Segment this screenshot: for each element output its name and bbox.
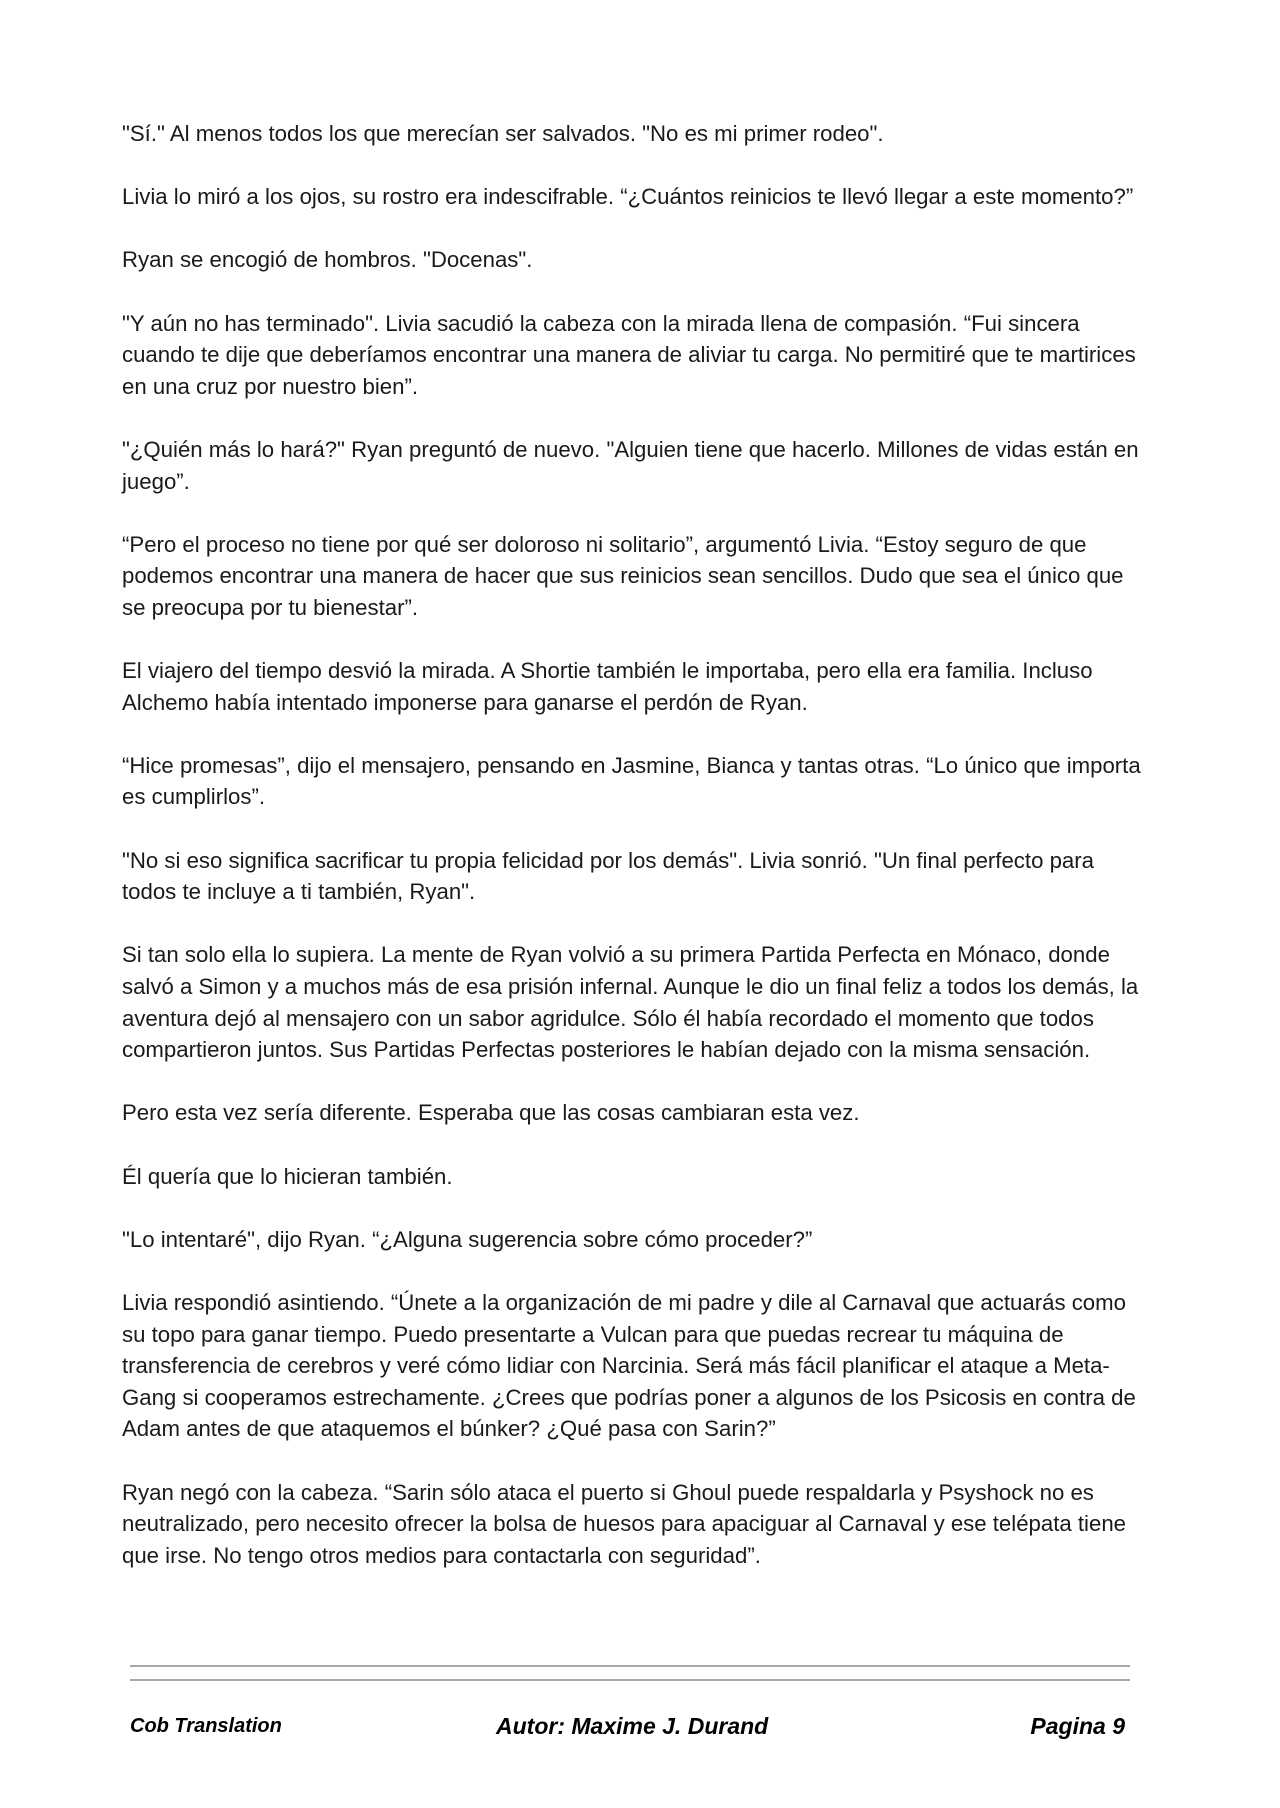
footer-divider-top (130, 1665, 1130, 1667)
body-text (122, 118, 1152, 1571)
paragraph: Si tan solo ella lo supiera. La mente de Ryan volvió a su primera Partida Perfecta en Mónaco, donde salvó a Simon y a muchos más de esa prisión infernal. Aunque le dio un final feliz a todos los demás, la aventura dejó al mensajero con un sabor agridulce. Sólo él había recordado el momento que todos compartieron juntos. Sus Partidas Perfectas posteriores le habían dejado con la misma sensación. (122, 942, 1139, 1063)
paragraph: "Sí." Al menos todos los que merecían ser salvados. "No es mi primer rodeo". (122, 121, 884, 146)
paragraph: Livia respondió asintiendo. “Únete a la organización de mi padre y dile al Carnaval que actuarás como su topo para ganar tiempo. Puedo presentarte a Vulcan para que puedas recrear tu máquina de transferencia de cerebros y veré cómo lidiar con Narcinia. Será más fácil planificar el ataque a Meta-Gang si cooperamos estrechamente. ¿Crees que podrías poner a algunos de los Psicosis en contra de Adam antes de que ataquemos el búnker? ¿Qué pasa con Sarin?” (122, 1289, 1136, 1442)
paragraph: El viajero del tiempo desvió la mirada. A Shortie también le importaba, pero ella era familia. Incluso Alchemo había intentado imponerse para ganarse el perdón de Ryan. (122, 658, 1093, 715)
paragraph: "Y aún no has terminado". Livia sacudió la cabeza con la mirada llena de compasión. “Fui sincera cuando te dije que deberíamos encontrar una manera de aliviar tu carga. No permitiré que te martirices en una cruz por nuestro bien”. (122, 310, 1136, 399)
footer-author: Autor: Maxime J. Durand (496, 1713, 769, 1739)
paragraph: Ryan negó con la cabeza. “Sarin sólo ataca el puerto si Ghoul puede respaldarla y Psyshock no es neutralizado, pero necesito ofrecer la bolsa de huesos para apaciguar al Carnaval y ese telépata tiene que irse. No tengo otros medios para contactarla con seguridad”. (122, 1479, 1127, 1568)
paragraph: Pero esta vez sería diferente. Esperaba que las cosas cambiaran esta vez. (122, 1100, 860, 1126)
paragraph: Ryan se encogió de hombros. "Docenas". (122, 247, 533, 273)
paragraph: Él quería que lo hicieran también. (122, 1163, 453, 1189)
footer-page-number: Pagina 9 (1030, 1713, 1125, 1739)
paragraph: "Lo intentaré", dijo Ryan. “¿Alguna sugerencia sobre cómo proceder?” (122, 1226, 813, 1252)
paragraph: "No si eso significa sacrificar tu propia felicidad por los demás". Livia sonrió. "Un final perfecto para todos te incluye a ti también, Ryan". (122, 847, 1094, 905)
footer-divider-bottom (130, 1679, 1130, 1681)
paragraph: Livia lo miró a los ojos, su rostro era indescifrable. “¿Cuántos reinicios te llevó llegar a este momento?” (122, 184, 1134, 210)
paragraph: “Pero el proceso no tiene por qué ser doloroso ni solitario”, argumentó Livia. “Estoy seguro de que podemos encontrar una manera de hacer que sus reinicios sean sencillos. Dudo que sea el único que se preocupa por tu bienestar”. (122, 531, 1124, 620)
paragraph: "¿Quién más lo hará?" Ryan preguntó de nuevo. "Alguien tiene que hacerlo. Millones de vidas están en juego”. (122, 436, 1139, 494)
paragraph: “Hice promesas”, dijo el mensajero, pensando en Jasmine, Bianca y tantas otras. “Lo único que importa es cumplirlos”. (122, 752, 1141, 810)
page-footer (128, 1710, 1128, 1742)
footer-translator: Cob Translation (130, 1715, 282, 1737)
